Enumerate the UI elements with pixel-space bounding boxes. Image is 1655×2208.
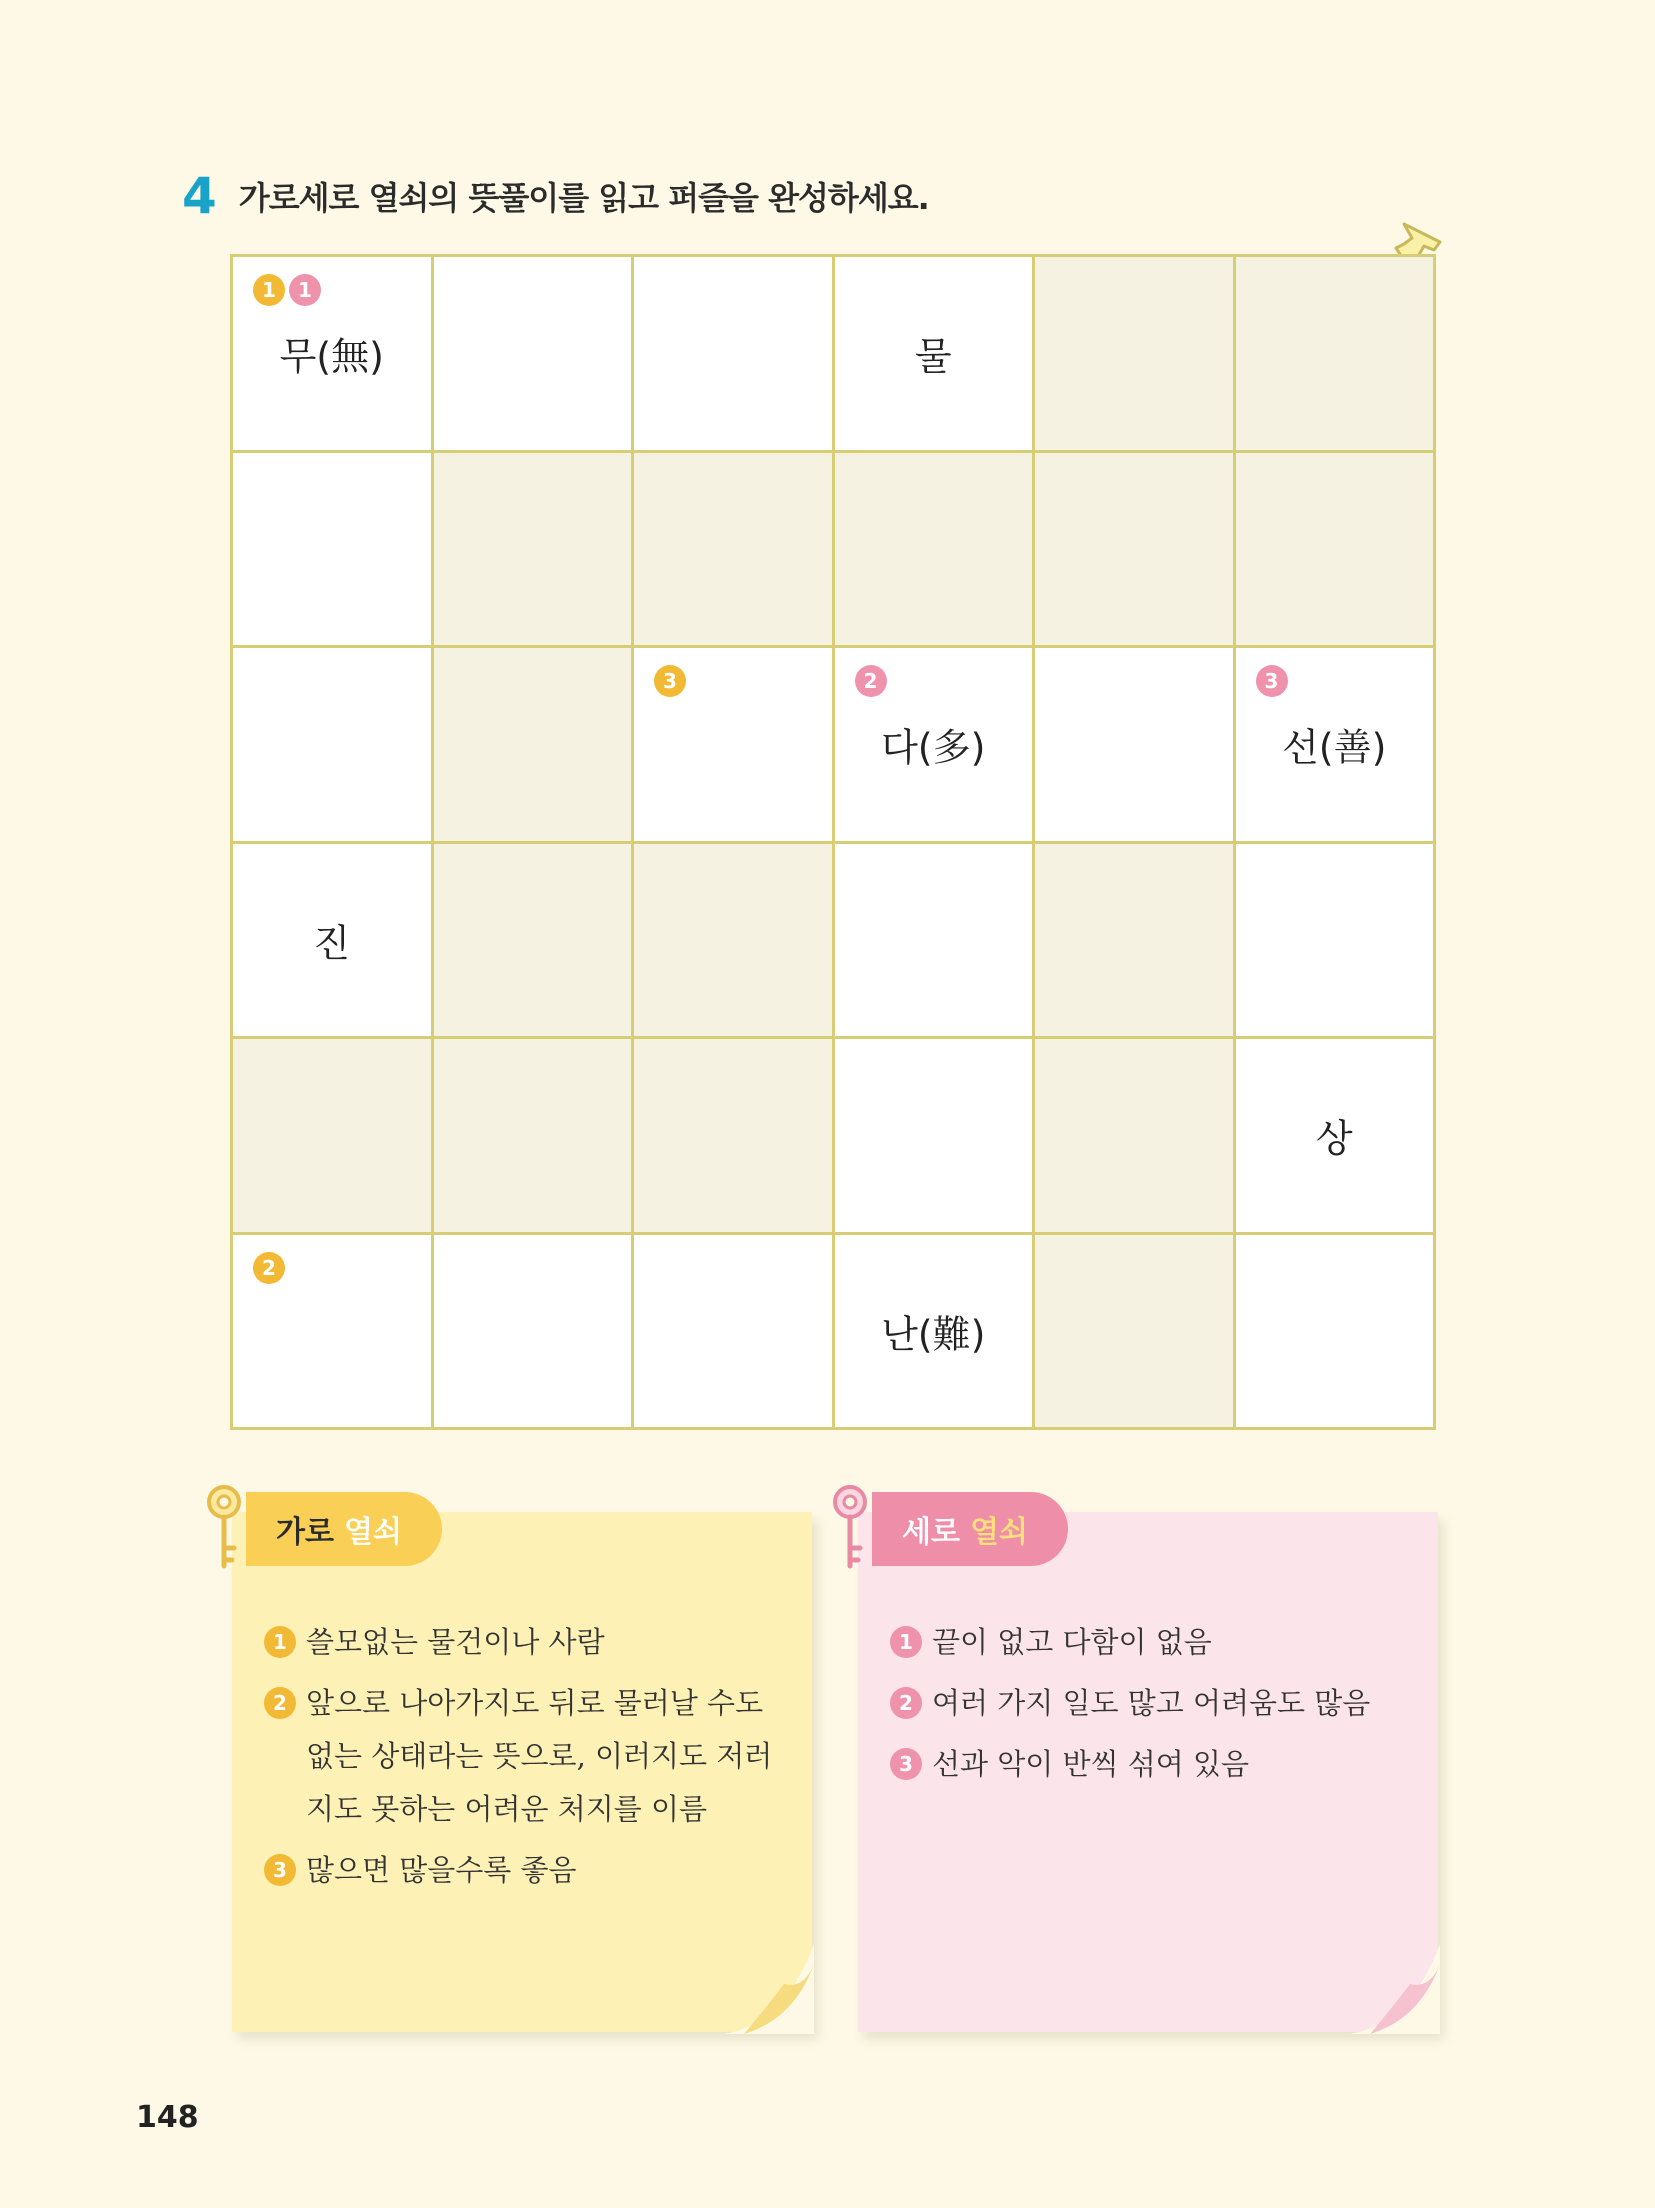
down-clue-item xyxy=(890,1738,1408,1791)
across-tab-label: 가로 xyxy=(276,1515,334,1550)
blocked-cell xyxy=(634,453,832,646)
answer-cell[interactable] xyxy=(1035,648,1233,841)
clue-number-badge: 2 xyxy=(890,1687,922,1719)
answer-cell[interactable] xyxy=(1236,1235,1434,1428)
clue-number-badge: 3 xyxy=(654,665,686,697)
clue-number-badges xyxy=(253,1252,285,1284)
answer-cell[interactable] xyxy=(634,648,832,841)
answer-cell[interactable] xyxy=(233,844,431,1037)
answer-cell[interactable] xyxy=(835,844,1033,1037)
answer-cell[interactable] xyxy=(233,648,431,841)
clue-text: 많으면 많을수록 좋음 xyxy=(306,1853,577,1887)
answer-cell[interactable] xyxy=(1236,844,1434,1037)
page-number: 148 xyxy=(136,2100,199,2135)
page-curl xyxy=(724,1944,814,2034)
clue-number-badge: 3 xyxy=(890,1748,922,1780)
cell-letter: 선(善) xyxy=(1282,725,1387,770)
question-header xyxy=(182,166,929,226)
blocked-cell xyxy=(835,453,1033,646)
clue-number-badge: 2 xyxy=(855,665,887,697)
cell-letter: 난(難) xyxy=(881,1312,986,1357)
blocked-cell xyxy=(434,453,632,646)
blocked-cell xyxy=(1035,844,1233,1037)
clue-number-badge: 1 xyxy=(289,274,321,306)
down-clues-note xyxy=(858,1512,1438,2032)
blocked-cell xyxy=(634,844,832,1037)
blocked-cell xyxy=(1236,453,1434,646)
across-clue-list xyxy=(264,1616,782,1905)
across-tab xyxy=(246,1492,442,1566)
across-clues-note xyxy=(232,1512,812,2032)
clue-number-badges xyxy=(1256,665,1288,697)
question-instruction: 가로세로 열쇠의 뜻풀이를 읽고 퍼즐을 완성하세요. xyxy=(238,179,929,217)
down-clue-item xyxy=(890,1677,1408,1730)
across-clue-item xyxy=(264,1616,782,1669)
down-tab xyxy=(872,1492,1068,1566)
answer-cell[interactable] xyxy=(835,1039,1033,1232)
answer-cell[interactable] xyxy=(233,453,431,646)
answer-cell[interactable] xyxy=(835,648,1033,841)
answer-cell[interactable] xyxy=(434,1235,632,1428)
answer-cell[interactable] xyxy=(634,257,832,450)
cell-letter: 다(多) xyxy=(881,725,986,770)
down-clue-list xyxy=(890,1616,1408,1799)
clue-number-badge: 2 xyxy=(253,1252,285,1284)
across-tab-key: 열쇠 xyxy=(343,1515,402,1550)
answer-cell[interactable] xyxy=(1236,1039,1434,1232)
page-curl xyxy=(1350,1944,1440,2034)
blocked-cell xyxy=(1035,1235,1233,1428)
down-tab-key: 열쇠 xyxy=(969,1515,1028,1550)
clue-number-badge: 2 xyxy=(264,1687,296,1719)
clue-number-badge: 3 xyxy=(264,1854,296,1886)
clue-text: 앞으로 나아가지도 뒤로 물러날 수도 없는 상태라는 뜻으로, 이러지도 저러지도 못하는 어려운 처지를 이름 xyxy=(306,1686,773,1826)
down-clue-item xyxy=(890,1616,1408,1669)
answer-cell[interactable] xyxy=(233,257,431,450)
answer-cell[interactable] xyxy=(1236,648,1434,841)
answer-cell[interactable] xyxy=(634,1235,832,1428)
cell-letter: 무(無) xyxy=(279,334,384,379)
blocked-cell xyxy=(1236,257,1434,450)
clue-number-badge: 1 xyxy=(890,1626,922,1658)
cell-letter: 진 xyxy=(313,921,351,966)
clue-number-badges xyxy=(855,665,887,697)
down-tab-label: 세로 xyxy=(902,1515,960,1550)
across-clue-item xyxy=(264,1677,782,1836)
blocked-cell xyxy=(434,648,632,841)
answer-cell[interactable] xyxy=(835,1235,1033,1428)
answer-cell[interactable] xyxy=(434,257,632,450)
blocked-cell xyxy=(434,844,632,1037)
cell-letter: 상 xyxy=(1315,1116,1353,1161)
answer-cell[interactable] xyxy=(835,257,1033,450)
blocked-cell xyxy=(1035,257,1233,450)
clue-text: 쓸모없는 물건이나 사람 xyxy=(306,1625,605,1659)
clue-text: 끝이 없고 다함이 없음 xyxy=(932,1625,1212,1659)
blocked-cell xyxy=(434,1039,632,1232)
crossword-grid xyxy=(230,254,1436,1430)
across-clue-item xyxy=(264,1844,782,1897)
blocked-cell xyxy=(233,1039,431,1232)
blocked-cell xyxy=(634,1039,832,1232)
blocked-cell xyxy=(1035,1039,1233,1232)
blocked-cell xyxy=(1035,453,1233,646)
clue-number-badge: 1 xyxy=(264,1626,296,1658)
clue-number-badges xyxy=(654,665,686,697)
question-number: 4 xyxy=(182,167,217,225)
clue-text: 선과 악이 반씩 섞여 있음 xyxy=(932,1747,1250,1781)
clue-number-badge: 1 xyxy=(253,274,285,306)
clue-text: 여러 가지 일도 많고 어려움도 많음 xyxy=(932,1686,1371,1720)
clue-number-badge: 3 xyxy=(1256,665,1288,697)
cell-letter: 물 xyxy=(914,334,952,379)
answer-cell[interactable] xyxy=(233,1235,431,1428)
clue-number-badges xyxy=(253,274,321,306)
